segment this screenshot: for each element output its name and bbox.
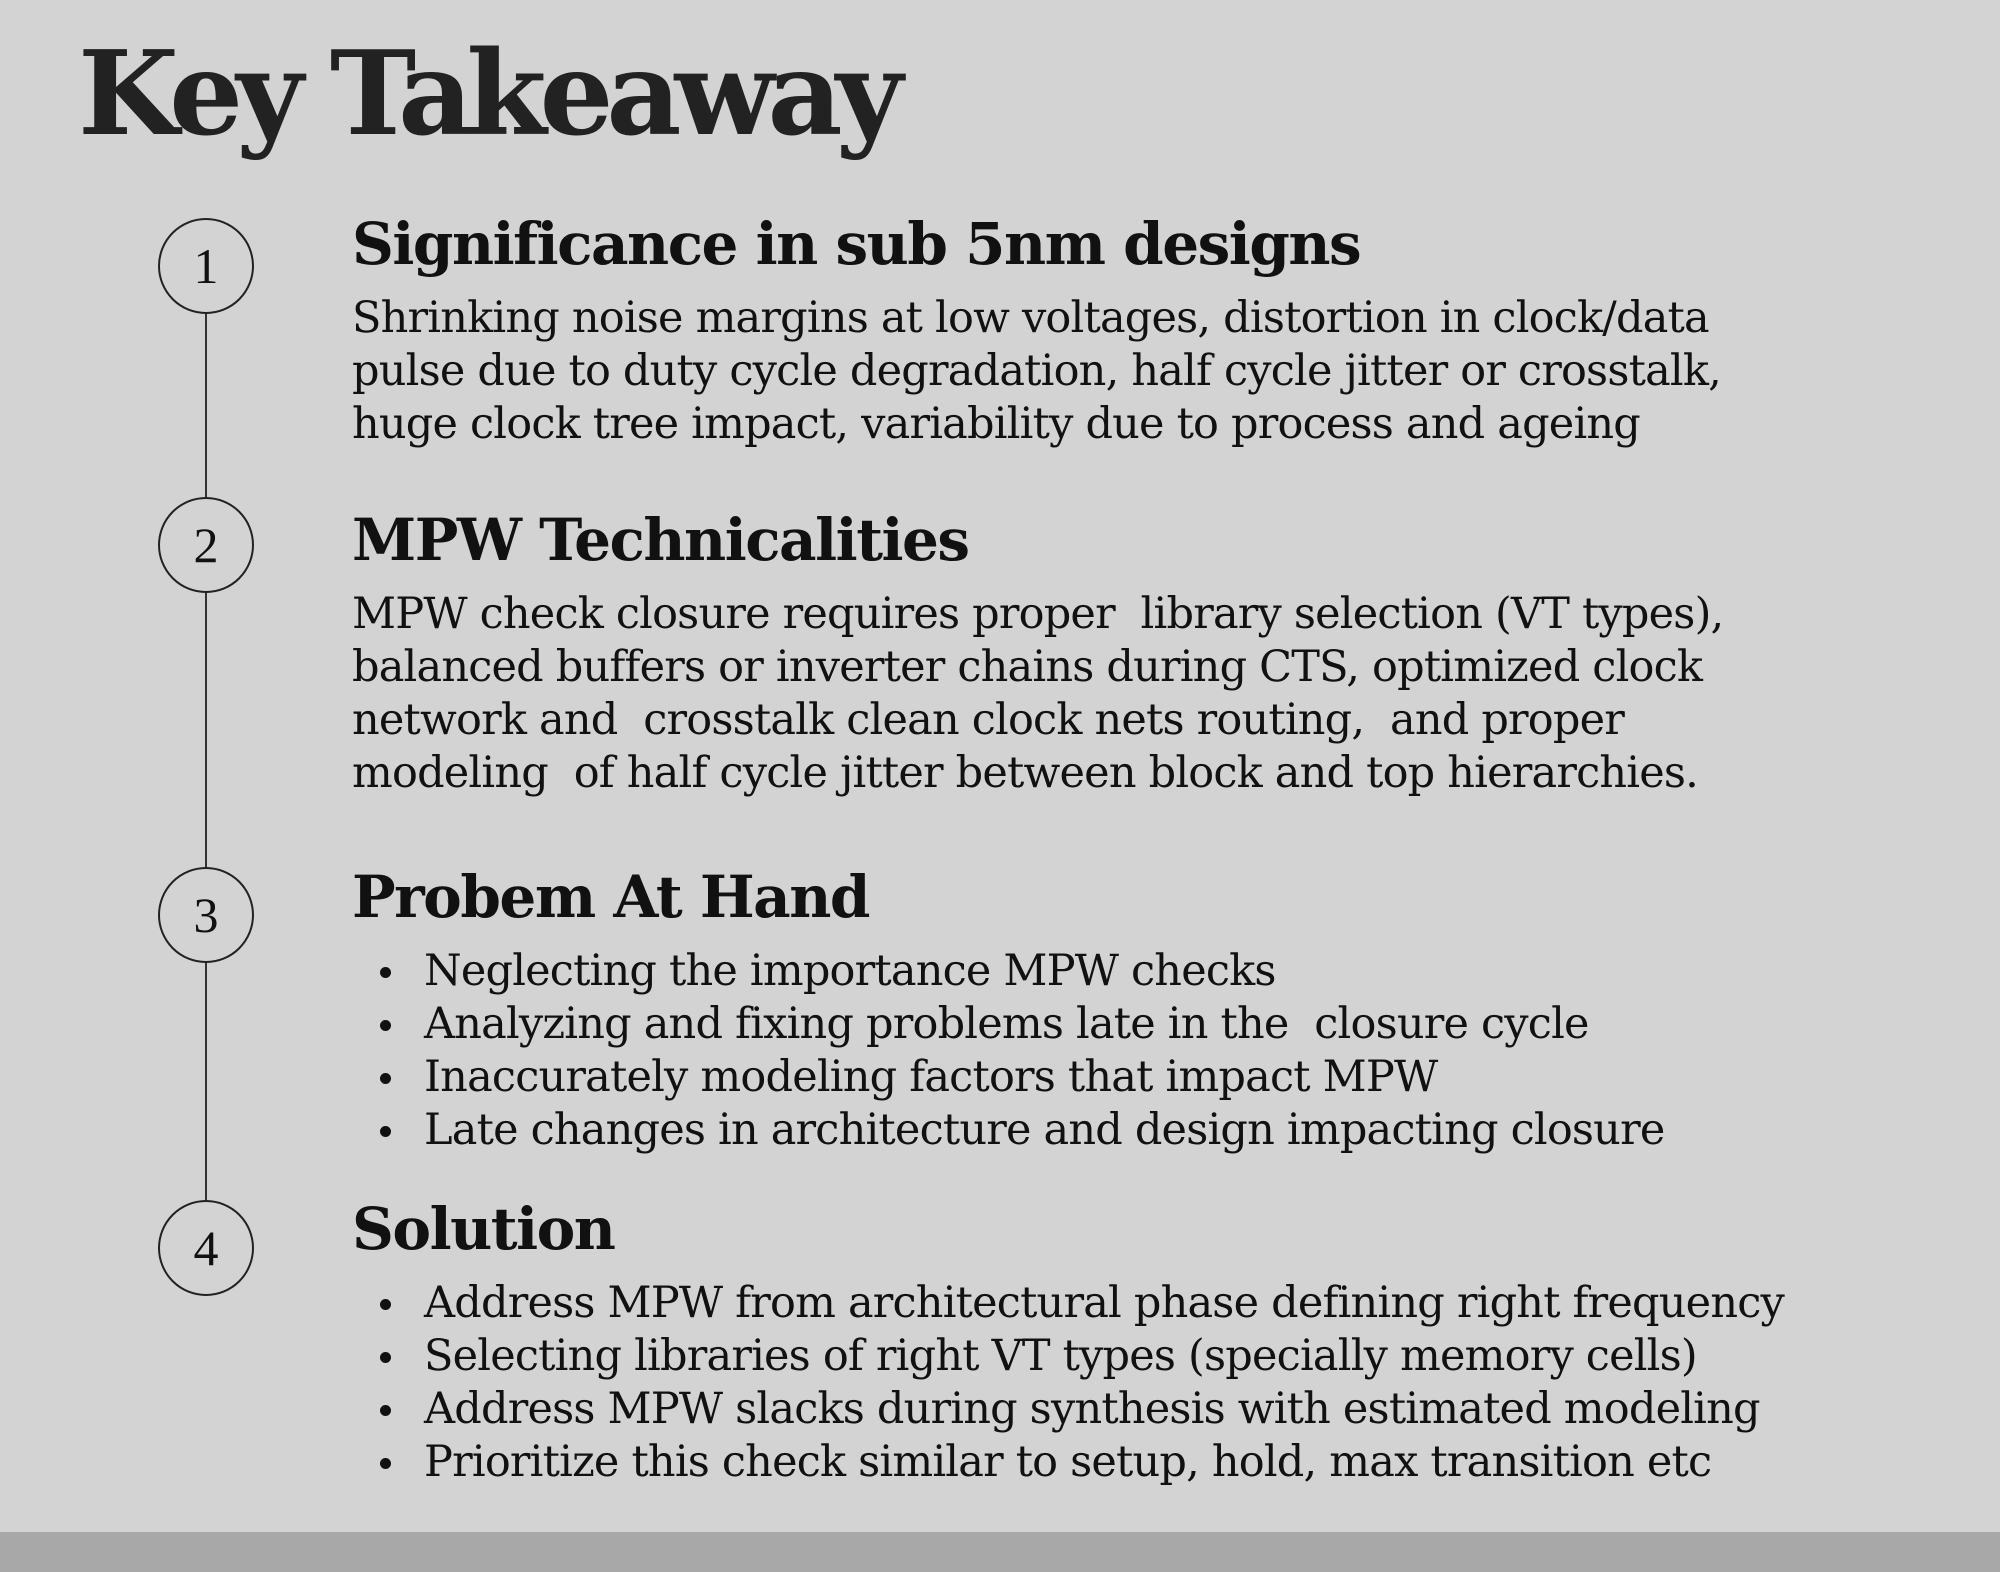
section-mpw-technicalities (352, 506, 1912, 800)
list-item-text: Analyzing and fixing problems late in the closure cycle (424, 998, 1589, 1049)
section-paragraph (352, 588, 1912, 800)
section-solution (352, 1195, 1912, 1489)
list-item (352, 1104, 1912, 1157)
list-item-text: Late changes in architecture and design impacting closure (424, 1104, 1665, 1155)
list-item-text: Selecting libraries of right VT types (specially memory cells) (424, 1330, 1697, 1381)
step-number-circle: 4 (158, 1200, 254, 1296)
bullet-dot-icon (380, 1299, 391, 1310)
step-number-circle: 3 (158, 867, 254, 963)
solution-bullet-list (352, 1277, 1912, 1489)
list-item (352, 1436, 1912, 1489)
list-item (352, 1330, 1912, 1383)
paragraph-line: Shrinking noise margins at low voltages, distortion in clock/data (352, 292, 1709, 343)
section-heading: Solution (352, 1195, 615, 1263)
list-item-text: Address MPW slacks during synthesis with estimated modeling (424, 1383, 1760, 1434)
section-paragraph (352, 292, 1912, 451)
bullet-dot-icon (380, 1126, 391, 1137)
list-item (352, 945, 1912, 998)
section-significance (352, 210, 1912, 451)
list-item (352, 998, 1912, 1051)
paragraph-line: huge clock tree impact, variability due to process and ageing (352, 398, 1641, 449)
section-problem-at-hand (352, 863, 1912, 1157)
paragraph-line: modeling of half cycle jitter between block and top hierarchies. (352, 747, 1699, 798)
page-title: Key Takeaway (78, 26, 897, 162)
list-item-text: Neglecting the importance MPW checks (424, 945, 1276, 996)
section-heading: Probem At Hand (352, 863, 869, 931)
bullet-dot-icon (380, 1020, 391, 1031)
footer-bar (0, 1532, 2000, 1572)
list-item-text: Address MPW from architectural phase defining right frequency (424, 1277, 1784, 1328)
list-item (352, 1051, 1912, 1104)
bullet-dot-icon (380, 1458, 391, 1469)
section-heading: Significance in sub 5nm designs (352, 210, 1361, 278)
list-item-text: Prioritize this check similar to setup, hold, max transition etc (424, 1436, 1712, 1487)
bullet-dot-icon (380, 1073, 391, 1084)
list-item (352, 1277, 1912, 1330)
timeline-connector-line (205, 262, 207, 1272)
step-number-circle: 1 (158, 218, 254, 314)
paragraph-line: pulse due to duty cycle degradation, half cycle jitter or crosstalk, (352, 345, 1721, 396)
section-heading: MPW Technicalities (352, 506, 969, 574)
step-number-circle: 2 (158, 497, 254, 593)
bullet-dot-icon (380, 967, 391, 978)
list-item (352, 1383, 1912, 1436)
paragraph-line: MPW check closure requires proper library selection (VT types), (352, 588, 1724, 639)
list-item-text: Inaccurately modeling factors that impact MPW (424, 1051, 1438, 1102)
problem-bullet-list (352, 945, 1912, 1157)
bullet-dot-icon (380, 1405, 391, 1416)
bullet-dot-icon (380, 1352, 391, 1363)
paragraph-line: balanced buffers or inverter chains during CTS, optimized clock (352, 641, 1703, 692)
paragraph-line: network and crosstalk clean clock nets routing, and proper (352, 694, 1625, 745)
